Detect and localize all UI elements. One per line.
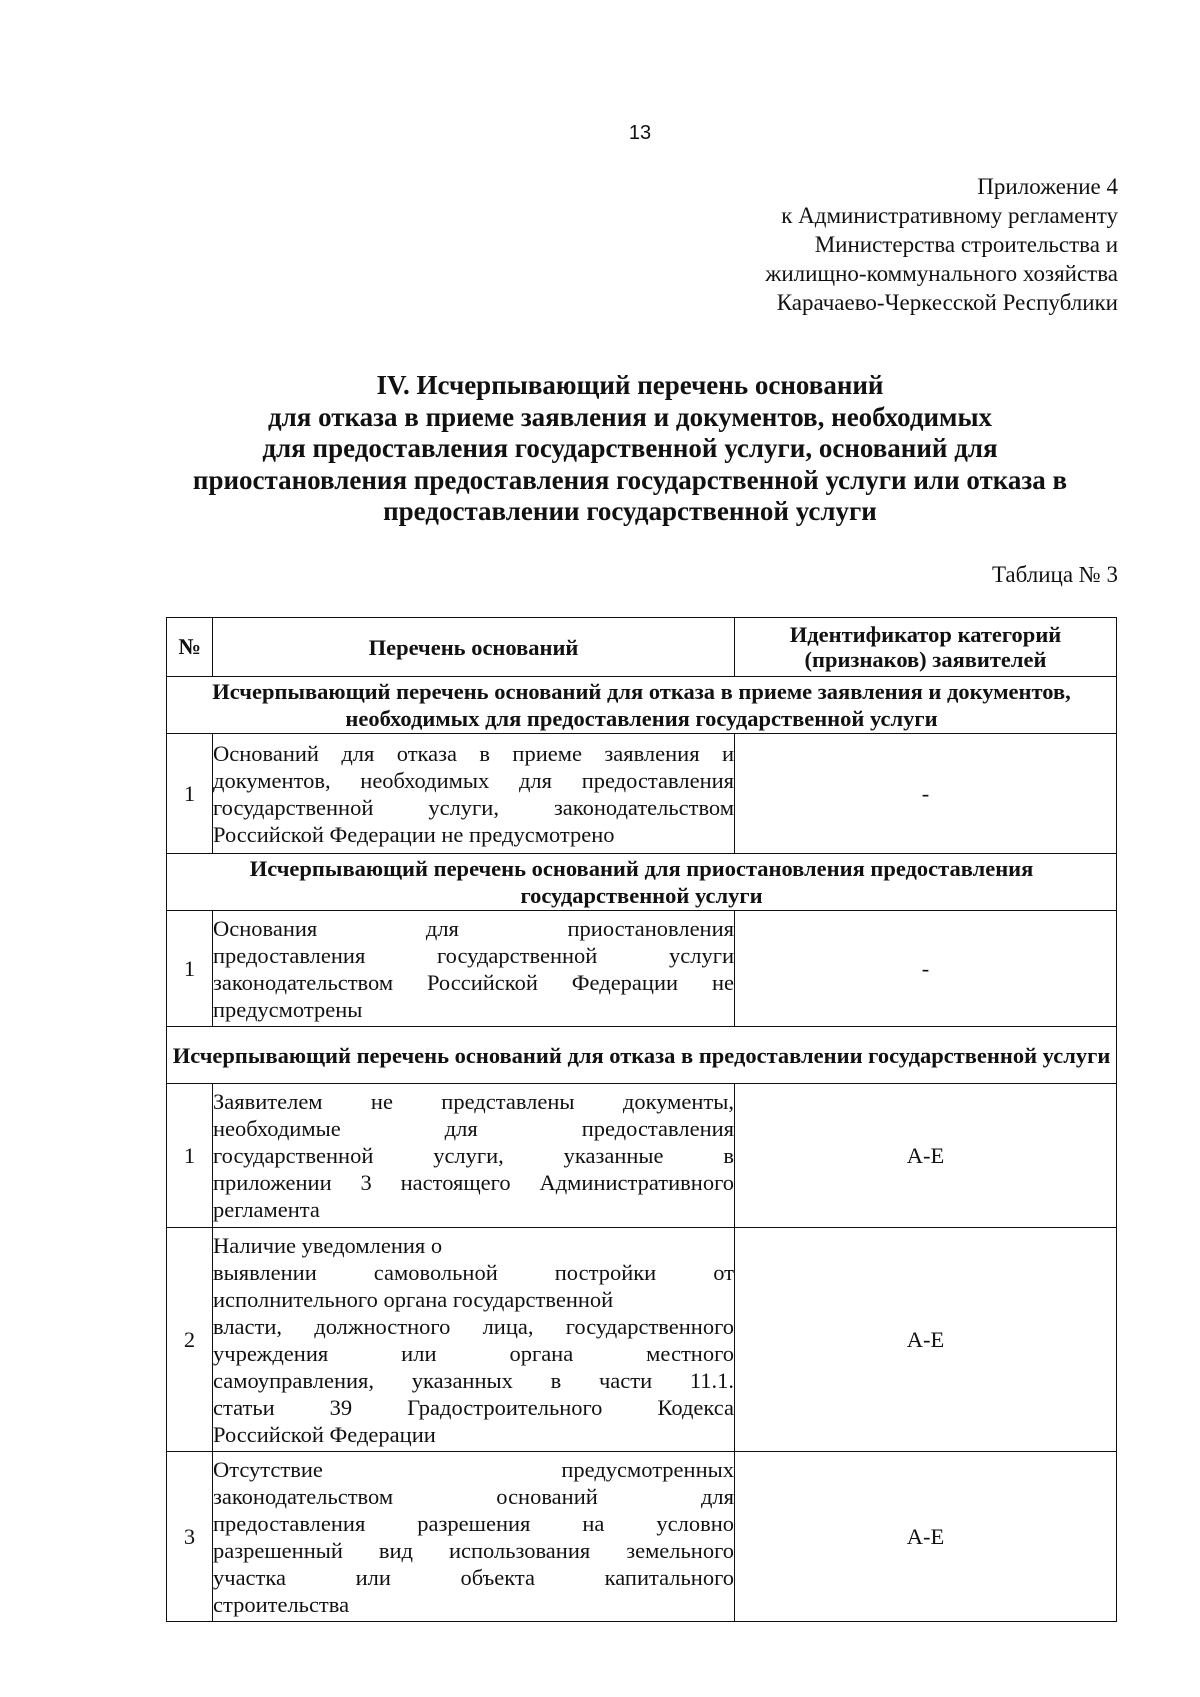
row-identifier: А-Е [735, 1452, 1117, 1622]
header-number: № [167, 618, 213, 677]
row-number: 3 [167, 1452, 213, 1622]
table-row [167, 1228, 1117, 1452]
table-row [167, 1084, 1117, 1228]
row-identifier: А-Е [735, 1228, 1117, 1452]
row-grounds-text [213, 734, 735, 854]
text-line: власти, должностного лица, государственного [213, 1313, 734, 1339]
header-grounds: Перечень оснований [213, 618, 735, 677]
row-grounds-text [213, 1228, 735, 1452]
text-line: участка или объекта капитального [213, 1564, 734, 1590]
text-line: документов, необходимых для предоставления [213, 767, 734, 793]
text-line: регламента [213, 1197, 320, 1222]
row-identifier: - [735, 911, 1117, 1027]
text-line: Наличие уведомления о [213, 1232, 443, 1258]
text-line: государственной услуги, указанные в [213, 1143, 734, 1168]
text-line: Отсутствие предусмотренных [213, 1456, 734, 1482]
text-line: самоуправления, указанных в части 11.1. [213, 1367, 734, 1393]
section-row [167, 677, 1117, 734]
text-line: учреждения или органа местного [213, 1340, 734, 1366]
section-title: Исчерпывающий перечень оснований для приостановления предоставления государственной услуги [167, 854, 1117, 911]
heading-line: для предоставления государственной услуги, оснований для [262, 433, 998, 463]
text-line: разрешенный вид использования земельного [213, 1537, 734, 1563]
table-row [167, 911, 1117, 1027]
appendix-line: Карачаево-Черкесской Республики [776, 290, 1118, 315]
heading-line: приостановления предоставления государственной услуги или отказа в [192, 464, 1068, 495]
text-line: Оснований для отказа в приеме заявления и [213, 740, 734, 766]
section-row [167, 854, 1117, 911]
heading-line: для отказа в приеме заявления и документов, необходимых [267, 401, 993, 432]
row-grounds-text [213, 911, 735, 1027]
text-line: исполнительного органа государственной [213, 1286, 614, 1312]
row-number: 2 [167, 1228, 213, 1452]
text-line: Российской Федерации [213, 1421, 436, 1447]
text-line: статьи 39 Градостроительного Кодекса [213, 1394, 734, 1420]
text-line: Российской Федерации не предусмотрено [213, 821, 615, 847]
row-number: 1 [167, 911, 213, 1027]
row-grounds-text [213, 1084, 735, 1228]
text-line: законодательством Российской Федерации не [213, 969, 734, 995]
grounds-table [166, 617, 1117, 1622]
text-line: предоставления разрешения на условно [213, 1510, 734, 1536]
appendix-block [765, 172, 1118, 317]
row-number: 1 [167, 734, 213, 854]
text-line: законодательством оснований для [213, 1483, 734, 1509]
appendix-line: к Административному регламенту [781, 203, 1118, 228]
section-heading [150, 370, 1110, 528]
section-title: Исчерпывающий перечень оснований для отказа в приеме заявления и документов, необходимых для предоставления государственной услуги [167, 677, 1117, 734]
text-line: Основания для приостановления [213, 915, 734, 941]
header-identifier: Идентификатор категорий (признаков) заявителей [735, 618, 1117, 677]
section-title: Исчерпывающий перечень оснований для отказа в предоставлении государственной услуги [167, 1027, 1117, 1084]
appendix-line: жилищно-коммунального хозяйства [765, 261, 1118, 286]
table-label: Таблица № 3 [991, 562, 1118, 587]
text-line: выявлении самовольной постройки от [213, 1259, 734, 1285]
text-line: Заявителем не представлены документы, [213, 1089, 734, 1114]
text-line: государственной услуги, законодательством [213, 794, 734, 820]
heading-line: IV. Исчерпывающий перечень оснований [376, 370, 884, 400]
row-grounds-text [213, 1452, 735, 1622]
text-line: строительства [213, 1591, 350, 1617]
text-line: предоставления государственной услуги [213, 942, 734, 968]
text-line: приложении 3 настоящего Административного [213, 1170, 734, 1195]
appendix-line: Приложение 4 [977, 174, 1118, 199]
text-line: предусмотрены [213, 996, 363, 1022]
row-number: 1 [167, 1084, 213, 1228]
page-number: 13 [628, 122, 652, 144]
text-line: необходимые для предоставления [213, 1116, 734, 1141]
section-row [167, 1027, 1117, 1084]
table-row [167, 734, 1117, 854]
table-header-row [167, 618, 1117, 677]
appendix-line: Министерства строительства и [814, 232, 1118, 257]
heading-line: предоставлении государственной услуги [383, 496, 877, 526]
row-identifier: - [735, 734, 1117, 854]
table-row [167, 1452, 1117, 1622]
row-identifier: А-Е [735, 1084, 1117, 1228]
